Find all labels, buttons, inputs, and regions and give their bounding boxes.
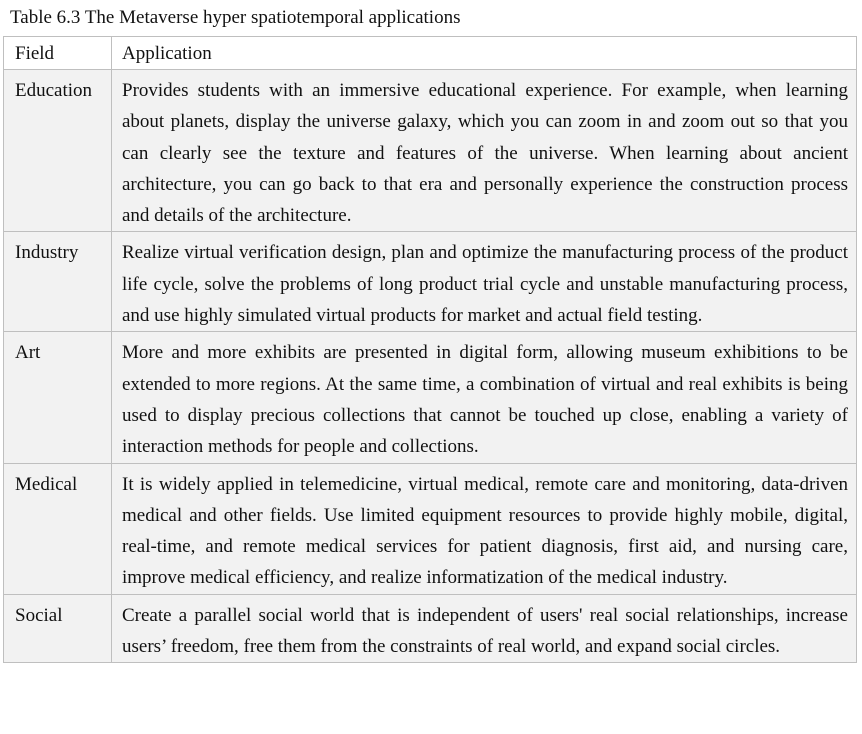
table-row xyxy=(4,463,857,594)
application-column-header: Application xyxy=(112,37,857,70)
table-row xyxy=(4,594,857,663)
applications-table xyxy=(3,36,857,663)
field-column-header: Field xyxy=(4,37,112,70)
table-caption: Table 6.3 The Metaverse hyper spatiotemporal applications xyxy=(10,7,461,28)
application-cell-education: Provides students with an immersive educational experience. For example, when learning about planets, display the universe galaxy, which you can zoom in and zoom out so that you can clearly see the texture and features of the universe. When learning about ancient architecture, you can go back to that era and personally experience the construction process and details of the architecture. xyxy=(112,70,857,232)
field-cell-industry: Industry xyxy=(4,232,112,332)
field-cell-medical: Medical xyxy=(4,463,112,594)
table-header-row xyxy=(4,37,857,70)
table-row xyxy=(4,332,857,463)
application-cell-art: More and more exhibits are presented in digital form, allowing museum exhibitions to be extended to more regions. At the same time, a combination of virtual and real exhibits is being used to display precious collections that cannot be touched up close, enabling a variety of interaction methods for people and collections. xyxy=(112,332,857,463)
application-cell-social: Create a parallel social world that is independent of users' real social relationships, increase users’ freedom, free them from the constraints of real world, and expand social circles. xyxy=(112,594,857,663)
field-cell-education: Education xyxy=(4,70,112,232)
table-row xyxy=(4,70,857,232)
field-cell-art: Art xyxy=(4,332,112,463)
application-cell-medical: It is widely applied in telemedicine, virtual medical, remote care and monitoring, data-driven medical and other fields. Use limited equipment resources to provide highly mobile, digital, real-time, and remote medical services for patient diagnosis, first aid, and nursing care, improve medical efficiency, and realize informatization of the medical industry. xyxy=(112,463,857,594)
field-cell-social: Social xyxy=(4,594,112,663)
application-cell-industry: Realize virtual verification design, plan and optimize the manufacturing process of the product life cycle, solve the problems of long product trial cycle and unstable manufacturing process, and use highly simulated virtual products for market and actual field testing. xyxy=(112,232,857,332)
table-row xyxy=(4,232,857,332)
